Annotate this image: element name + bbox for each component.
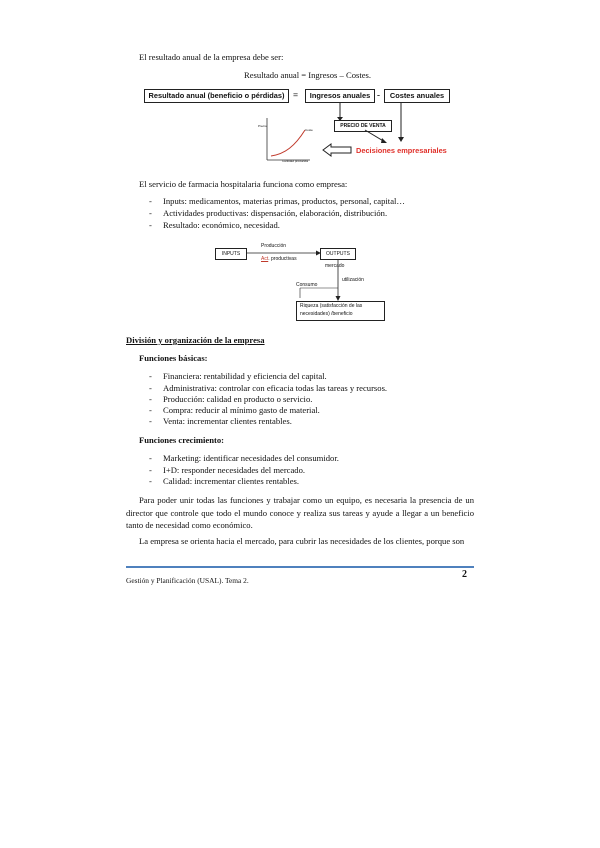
list-bullet: - xyxy=(149,371,152,381)
consumo-label: Consumo xyxy=(296,282,318,288)
list-bullet: - xyxy=(149,453,152,463)
equals-sign: = xyxy=(293,90,299,100)
list-bullet: - xyxy=(149,476,152,486)
price-box: PRECIO DE VENTA xyxy=(334,120,392,132)
result-box: Resultado anual (beneficio o pérdidas) xyxy=(144,89,289,103)
paragraph-director: Para poder unir todas las funciones y trabajar como un equipo, es necesaria la presencia de un director que controle que todo el mundo conoce y realiza sus tareas y ayude a llegar a un beneficio tanto de necesidad como económico. xyxy=(126,495,474,530)
produccion-label: Producción xyxy=(261,243,287,249)
list-item: Actividades productivas: dispensación, elaboración, distribución. xyxy=(163,208,388,218)
list-item: Compra: reducir al mínimo gasto de material. xyxy=(163,405,320,415)
act-label: Act. productivas xyxy=(261,256,297,262)
chart-curve-label: Coste xyxy=(305,128,313,132)
pharmacy-arrows xyxy=(240,240,400,310)
list-bullet: - xyxy=(149,394,152,404)
outputs-box: OUTPUTS xyxy=(320,248,356,260)
list-bullet: - xyxy=(149,416,152,426)
list-item: Administrativa: controlar con eficacia todas las tareas y recursos. xyxy=(163,383,388,393)
list-item: Marketing: identificar necesidades del consumidor. xyxy=(163,453,339,463)
paragraph-market: La empresa se orienta hacia el mercado, para cubrir las necesidades de los clientes, porque son xyxy=(139,536,465,546)
formula-text: Resultado anual = Ingresos – Costes. xyxy=(244,70,372,80)
list-item: Venta: incrementar clientes rentables. xyxy=(163,416,292,426)
intro-text-2: El servicio de farmacia hospitalaria funciona como empresa: xyxy=(139,179,348,189)
decisions-label: Decisiones empresariales xyxy=(356,146,447,155)
growth-functions-title: Funciones crecimiento: xyxy=(139,435,225,445)
costs-box: Costes anuales xyxy=(384,89,450,103)
chart-ylabel: Precio xyxy=(258,124,267,128)
list-item: Producción: calidad en producto o servicio. xyxy=(163,394,313,404)
section-title: División y organización de la empresa xyxy=(126,335,265,345)
income-box: Ingresos anuales xyxy=(305,89,375,103)
mercado-label: mercado xyxy=(325,263,345,269)
list-item: I+D: responder necesidades del mercado. xyxy=(163,465,306,475)
minus-sign: - xyxy=(377,90,380,100)
page-number: 2 xyxy=(462,569,467,580)
list-item: Calidad: incrementar clientes rentables. xyxy=(163,476,300,486)
utilizacion-label: utilización xyxy=(342,277,364,283)
diagram-arrows xyxy=(255,100,455,166)
list-bullet: - xyxy=(149,220,152,230)
riqueza-box: Riqueza (satisfacción de las necesidades) /beneficio xyxy=(296,301,385,321)
footer-rule xyxy=(126,566,474,568)
list-bullet: - xyxy=(149,196,152,206)
list-bullet: - xyxy=(149,208,152,218)
list-bullet: - xyxy=(149,383,152,393)
list-bullet: - xyxy=(149,465,152,475)
list-item: Resultado: económico, necesidad. xyxy=(163,220,280,230)
basic-functions-title: Funciones básicas: xyxy=(139,353,208,363)
footer-text: Gestión y Planificación (USAL). Tema 2. xyxy=(126,576,249,585)
chart-xlabel: Cantidad producida xyxy=(282,159,309,163)
list-bullet: - xyxy=(149,405,152,415)
inputs-box: INPUTS xyxy=(215,248,247,260)
intro-text-1: El resultado anual de la empresa debe ser: xyxy=(139,52,284,62)
list-item: Financiera: rentabilidad y eficiencia del capital. xyxy=(163,371,327,381)
list-item: Inputs: medicamentos, materias primas, productos, personal, capital… xyxy=(163,196,405,206)
